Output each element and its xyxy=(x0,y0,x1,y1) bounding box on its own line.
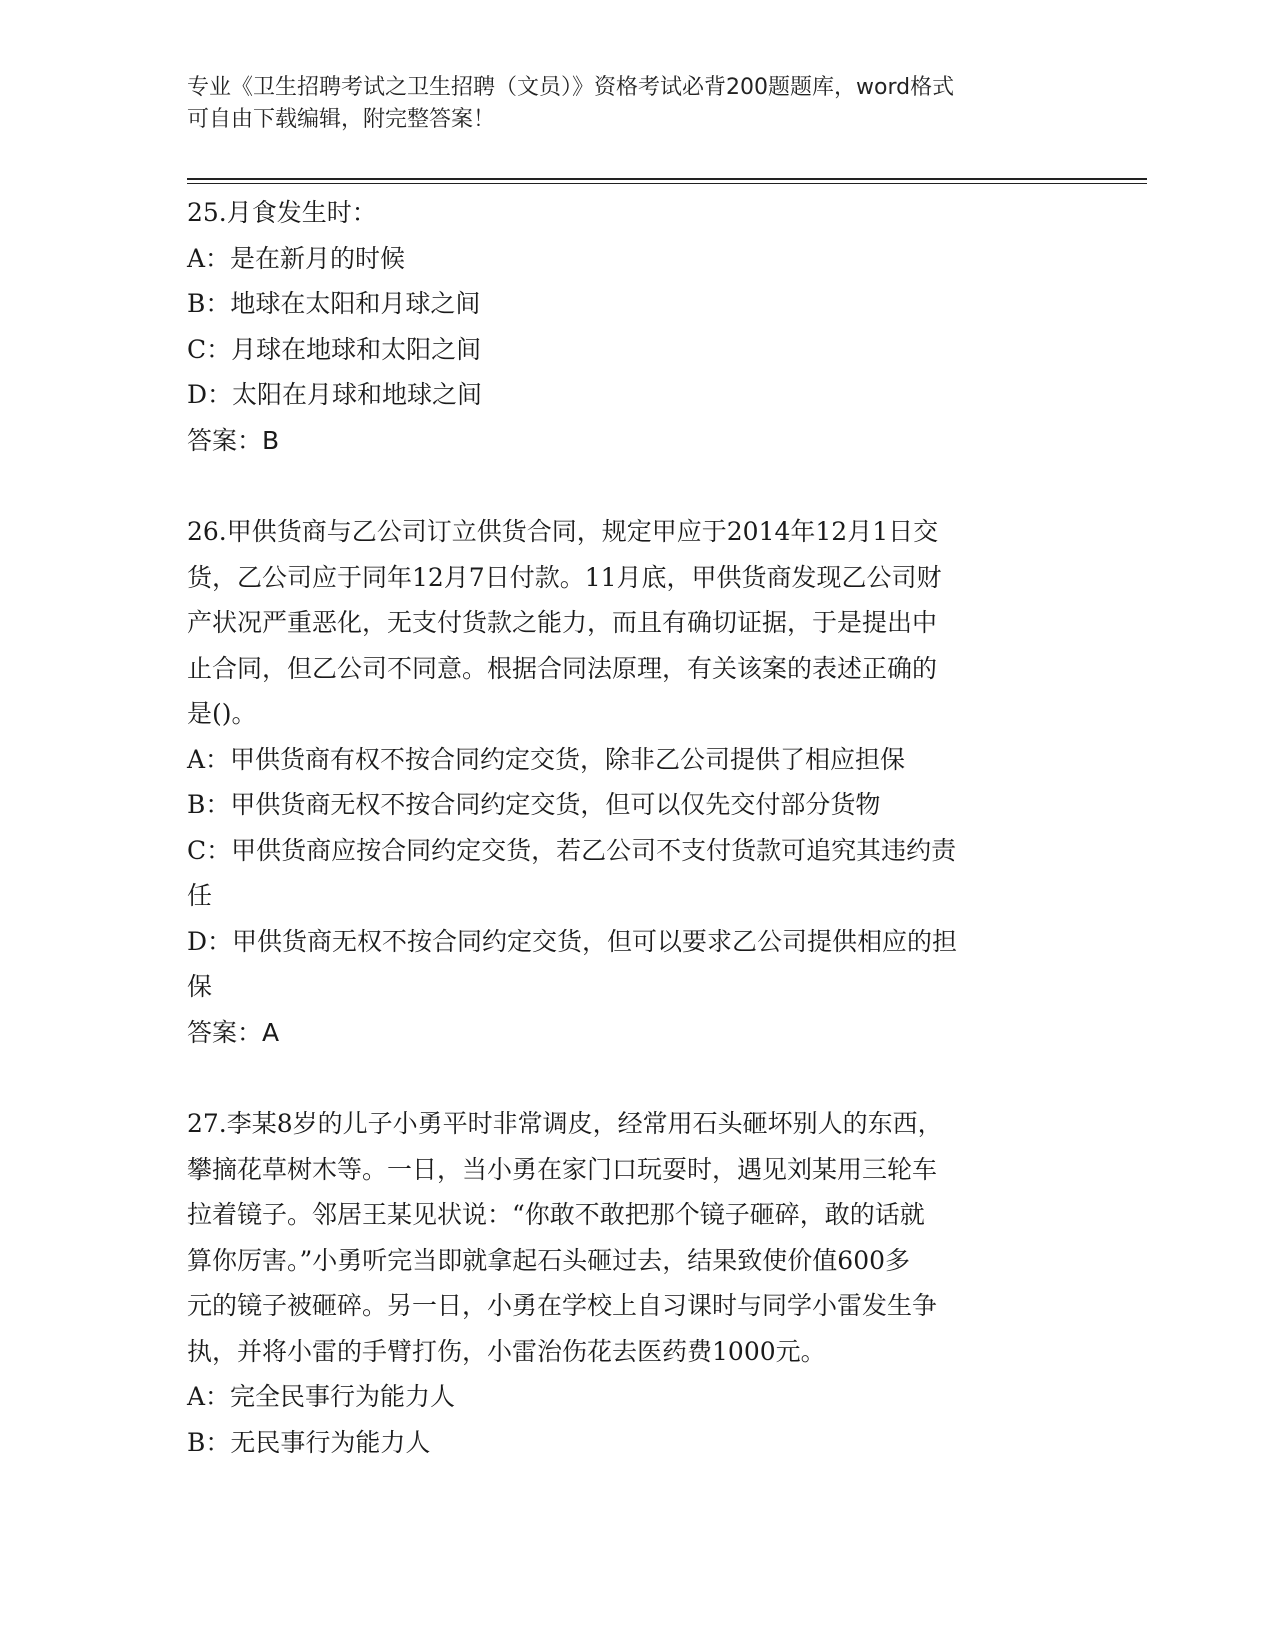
option-b: B：甲供货商无权不按合同约定交货，但可以仅先交付部分货物 xyxy=(187,790,881,819)
option-c-continued: 任 xyxy=(187,881,213,910)
option-a: A：完全民事行为能力人 xyxy=(187,1382,456,1411)
option-d-continued: 保 xyxy=(187,972,213,1001)
option-d: D：太阳在月球和地球之间 xyxy=(187,380,483,409)
header-divider-thin xyxy=(187,183,1147,184)
option-a: A：是在新月的时候 xyxy=(187,243,406,273)
question-stem: 算你厉害。”小勇听完当即就拿起石头砸过去，结果致使价值600多 xyxy=(187,1245,911,1275)
header-divider-thick xyxy=(187,178,1147,180)
question-list xyxy=(187,190,1087,1465)
option-c: C：甲供货商应按合同约定交货，若乙公司不支付货款可追究其违约责 xyxy=(187,835,957,865)
option-b: B：无民事行为能力人 xyxy=(187,1427,431,1457)
question-stem: 27.李某8岁的儿子小勇平时非常调皮，经常用石头砸坏别人的东西， xyxy=(187,1109,943,1138)
question-25 xyxy=(187,190,1087,463)
question-26 xyxy=(187,509,1087,1055)
header-line: 可自由下载编辑，附完整答案！ xyxy=(187,107,496,132)
document-header xyxy=(187,72,1087,136)
question-stem: 执，并将小雷的手臂打伤，小雷治伤花去医药费1000元。 xyxy=(187,1336,826,1366)
answer-line: 答案：B xyxy=(187,425,280,455)
spacer xyxy=(187,1055,1087,1101)
question-stem: 26.甲供货商与乙公司订立供货合同，规定甲应于2014年12月1日交 xyxy=(187,517,939,546)
question-stem: 产状况严重恶化，无支付货款之能力，而且有确切证据，于是提出中 xyxy=(187,608,938,637)
option-c: C：月球在地球和太阳之间 xyxy=(187,334,482,364)
spacer xyxy=(187,463,1087,509)
answer-line: 答案：A xyxy=(187,1017,280,1047)
question-stem: 攀摘花草树木等。一日，当小勇在家门口玩耍时，遇见刘某用三轮车 xyxy=(187,1154,938,1184)
option-b: B：地球在太阳和月球之间 xyxy=(187,289,481,318)
question-stem: 拉着镜子。邻居王某见状说：“你敢不敢把那个镜子砸碎，敢的话就 xyxy=(187,1200,925,1229)
question-stem: 止合同，但乙公司不同意。根据合同法原理，有关该案的表述正确的 xyxy=(187,653,938,683)
header-line: 专业《卫生招聘考试之卫生招聘（文员）》资格考试必背200题题库，word格式 xyxy=(187,75,955,100)
option-d: D：甲供货商无权不按合同约定交货，但可以要求乙公司提供相应的担 xyxy=(187,926,958,956)
question-stem: 是()。 xyxy=(187,699,257,728)
question-stem: 货，乙公司应于同年12月7日付款。11月底，甲供货商发现乙公司财 xyxy=(187,562,942,592)
question-stem: 25.月食发生时： xyxy=(187,198,377,227)
question-27 xyxy=(187,1101,1087,1465)
question-stem: 元的镜子被砸碎。另一日，小勇在学校上自习课时与同学小雷发生争 xyxy=(187,1291,938,1320)
option-a: A：甲供货商有权不按合同约定交货，除非乙公司提供了相应担保 xyxy=(187,744,906,774)
